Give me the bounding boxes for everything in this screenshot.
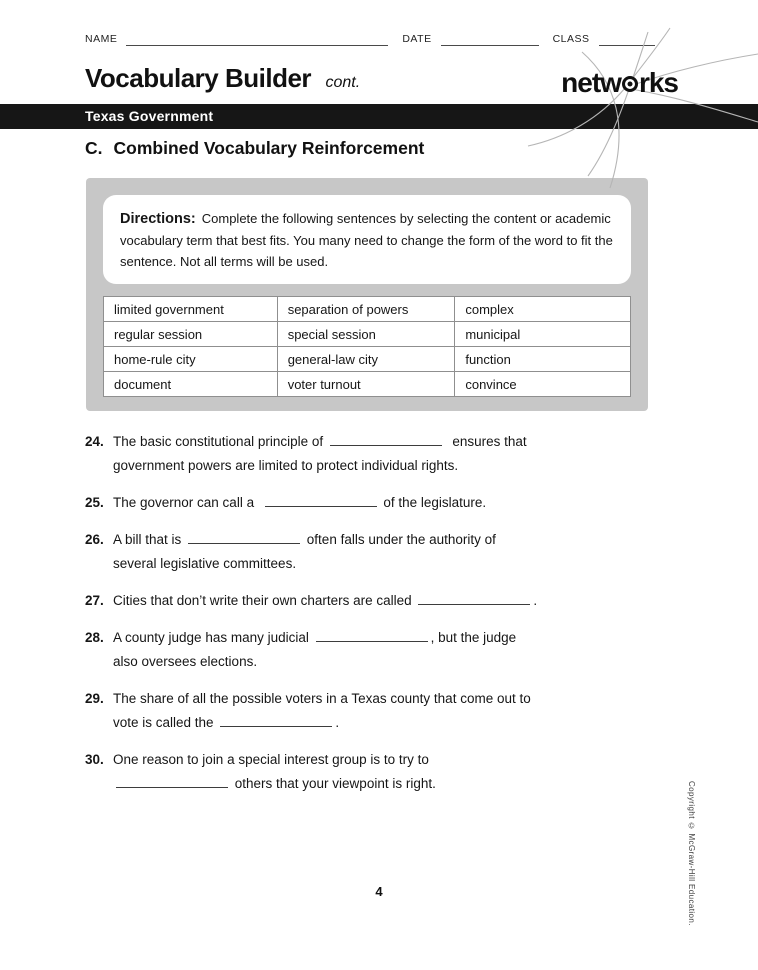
network-node-icon xyxy=(622,76,638,92)
question-text xyxy=(113,626,630,674)
question-segment: ensures that xyxy=(444,434,527,449)
question-text xyxy=(113,589,630,613)
word-bank-term: municipal xyxy=(455,322,631,347)
directions-label: Directions: xyxy=(120,211,196,227)
question-text xyxy=(113,430,630,478)
question-segment: A county judge has many judicial xyxy=(113,630,313,645)
question-text xyxy=(113,528,630,576)
question-segment: often falls under the authority of xyxy=(303,532,496,547)
answer-blank[interactable] xyxy=(418,592,530,605)
question-segment: of the legislature. xyxy=(379,495,487,510)
question-segment: The share of all the possible voters in a Texas county that come out to xyxy=(113,691,531,706)
word-bank-term: function xyxy=(455,347,631,372)
word-bank-term: complex xyxy=(455,297,631,322)
word-bank-term: general-law city xyxy=(277,347,455,372)
section-title: Combined Vocabulary Reinforcement xyxy=(113,138,425,158)
page-number: 4 xyxy=(375,884,383,899)
brand-text-pre: netw xyxy=(561,67,621,98)
question-number: 30. xyxy=(85,752,104,767)
question-text xyxy=(113,491,630,515)
word-bank-term: limited government xyxy=(104,297,278,322)
question-segment: several legislative committees. xyxy=(113,556,297,571)
word-bank-term: regular session xyxy=(104,322,278,347)
directions-text: Complete the following sentences by selecting the content or academic vocabulary term that best fits. You many need to change the form of the word to fit the sentence. Not all terms will be used. xyxy=(120,211,613,269)
question-segment: A bill that is xyxy=(113,532,186,547)
word-bank-row xyxy=(104,297,631,322)
question-item xyxy=(85,589,630,613)
section-letter: C. xyxy=(85,138,103,158)
question-item xyxy=(85,430,630,478)
page-title: Vocabulary Builder xyxy=(85,63,312,93)
answer-blank[interactable] xyxy=(116,775,228,788)
word-bank-row xyxy=(104,322,631,347)
class-blank-line[interactable] xyxy=(599,36,655,46)
word-bank-row xyxy=(104,347,631,372)
subject-banner xyxy=(0,104,758,129)
question-text xyxy=(113,687,630,735)
copyright-notice: Copyright © McGraw-Hill Education. xyxy=(687,781,696,926)
question-segment: also oversees elections. xyxy=(113,654,258,669)
question-segment: . xyxy=(533,593,538,608)
question-segment: One reason to join a special interest group is to try to xyxy=(113,752,429,767)
question-segment: Cities that don’t write their own charters are called xyxy=(113,593,416,608)
name-label: NAME xyxy=(85,33,118,45)
question-number: 24. xyxy=(85,434,104,449)
word-bank-term: home-rule city xyxy=(104,347,278,372)
word-bank-term: separation of powers xyxy=(277,297,455,322)
question-number: 29. xyxy=(85,691,104,706)
word-bank-term: special session xyxy=(277,322,455,347)
question-segment: . xyxy=(335,715,340,730)
word-bank-term: convince xyxy=(455,372,631,397)
word-bank-body xyxy=(104,297,631,397)
header-fill-row xyxy=(85,33,657,46)
question-item xyxy=(85,528,630,576)
question-number: 26. xyxy=(85,532,104,547)
question-segment: others that your viewpoint is right. xyxy=(231,776,436,791)
section-heading xyxy=(85,138,424,159)
answer-blank[interactable] xyxy=(220,714,332,727)
question-number: 27. xyxy=(85,593,104,608)
class-label: CLASS xyxy=(552,33,590,45)
brand-text-post: rks xyxy=(638,67,678,98)
directions-panel xyxy=(86,178,648,411)
question-segment: The governor can call a xyxy=(113,495,262,510)
networks-logo xyxy=(561,67,678,99)
question-segment: government powers are limited to protect individual rights. xyxy=(113,458,459,473)
question-segment: The basic constitutional principle of xyxy=(113,434,327,449)
questions xyxy=(85,430,630,809)
question-item xyxy=(85,491,630,515)
answer-blank[interactable] xyxy=(265,494,377,507)
question-segment: , but the judge xyxy=(430,630,517,645)
question-item xyxy=(85,626,630,674)
answer-blank[interactable] xyxy=(316,629,428,642)
word-bank-table xyxy=(103,296,631,397)
answer-blank[interactable] xyxy=(330,433,442,446)
question-segment: vote is called the xyxy=(113,715,218,730)
date-blank-line[interactable] xyxy=(441,36,539,46)
page-title-continued: cont. xyxy=(325,74,361,91)
directions-box xyxy=(103,195,631,284)
word-bank-term: document xyxy=(104,372,278,397)
node-dot xyxy=(627,82,632,87)
subject-banner-label: Texas Government xyxy=(85,108,214,124)
date-label: DATE xyxy=(402,33,432,45)
question-text xyxy=(113,748,630,796)
answer-blank[interactable] xyxy=(188,531,300,544)
word-bank-row xyxy=(104,372,631,397)
question-item xyxy=(85,748,630,796)
question-number: 25. xyxy=(85,495,104,510)
question-number: 28. xyxy=(85,630,104,645)
word-bank-term: voter turnout xyxy=(277,372,455,397)
question-item xyxy=(85,687,630,735)
name-blank-line[interactable] xyxy=(126,36,388,46)
